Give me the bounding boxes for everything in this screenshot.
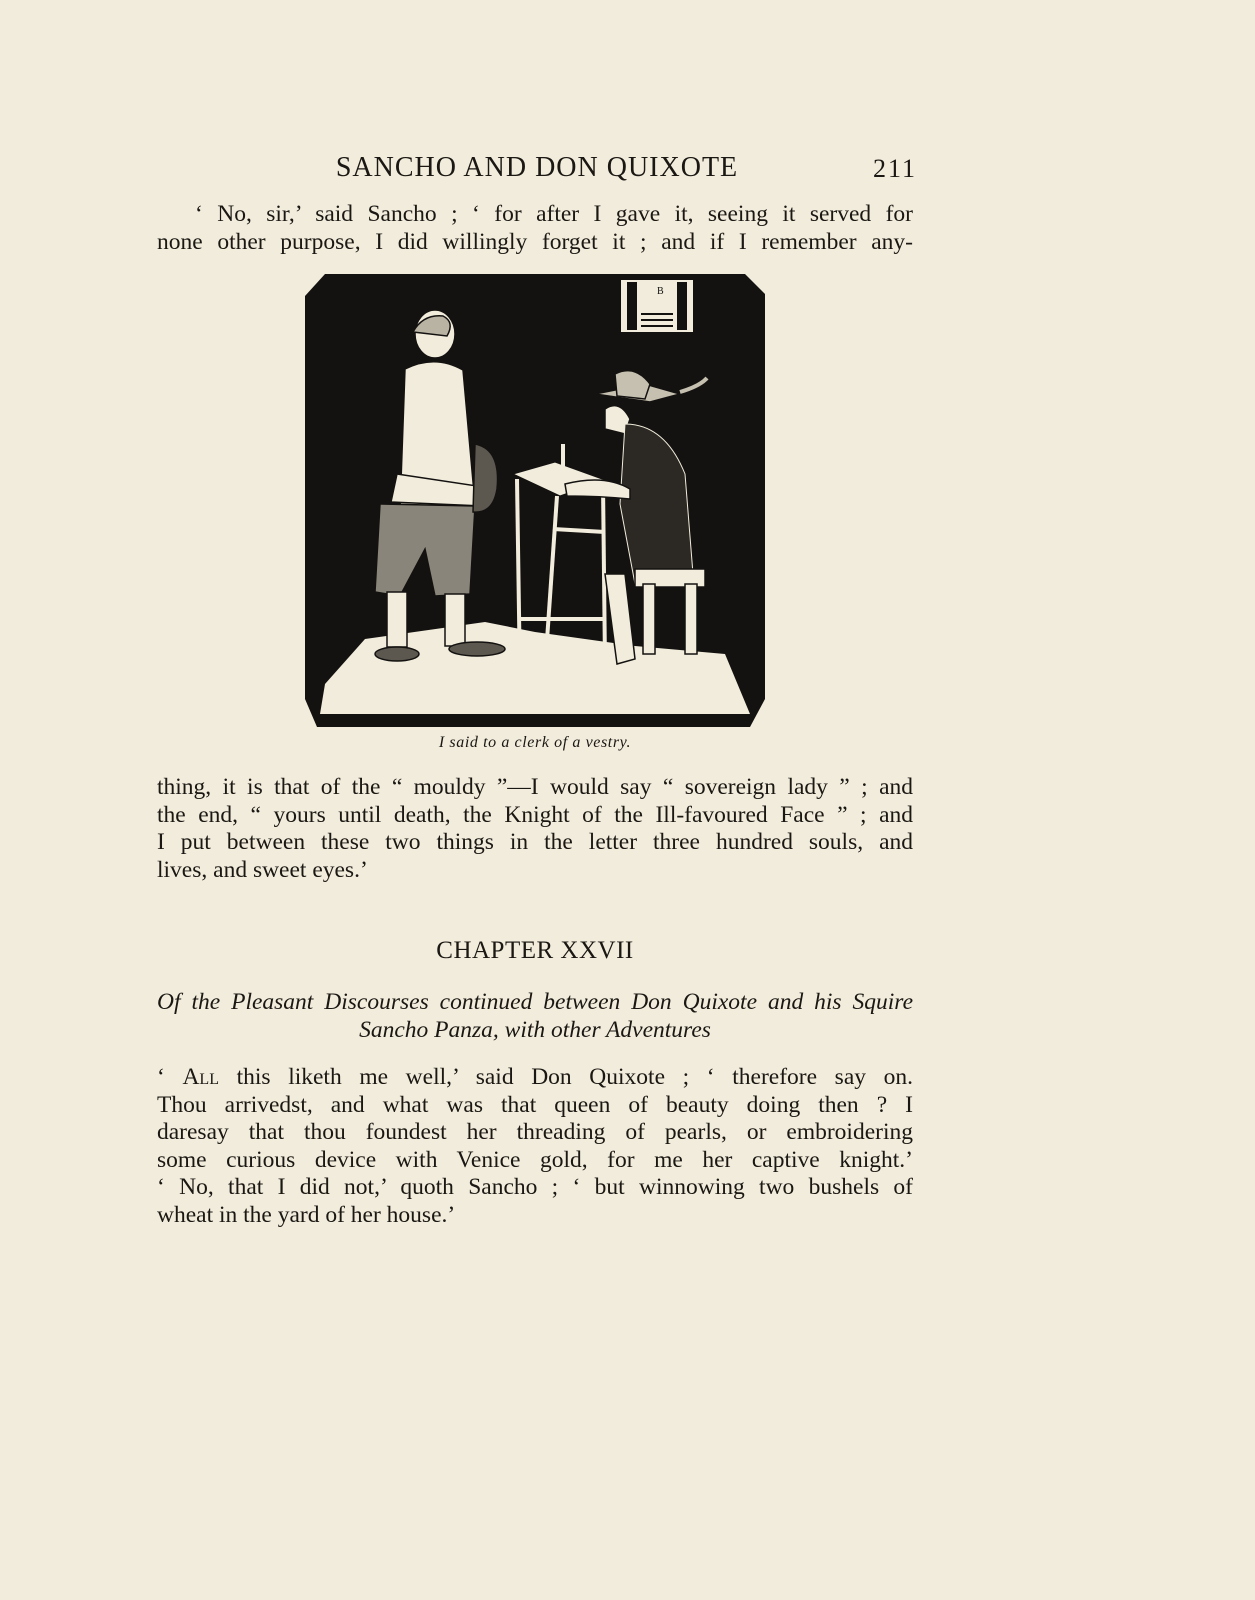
text-line: thing, it is that of the “ mouldy ”—I would say “ sovereign lady ” ; and xyxy=(157,774,913,800)
running-title: SANCHO AND DON QUIXOTE xyxy=(335,152,739,183)
text-line: I put between these two things in the letter three hundred souls, and xyxy=(157,829,913,855)
continued-paragraph xyxy=(157,774,913,884)
opening-quote: ‘ xyxy=(157,1064,183,1090)
chapter-heading: CHAPTER XXVII xyxy=(436,937,634,964)
text-line: none other purpose, I did willingly forget it ; and if I remember any- xyxy=(157,228,913,255)
text-line: Thou arrivedst, and what was that queen of beauty doing then ? I xyxy=(157,1091,913,1118)
drop-word: All xyxy=(182,1064,219,1090)
subtitle-line: Sancho Panza, with other Adventures xyxy=(359,1017,711,1043)
text-line: the end, “ yours until death, the Knight of the Ill-favoured Face ” ; and xyxy=(157,801,913,828)
text-line: lives, and sweet eyes.’ xyxy=(157,856,368,883)
text-line: ‘ No, sir,’ said Sancho ; ‘ for after I gave it, seeing it served for xyxy=(195,201,913,227)
page-number: 211 xyxy=(872,154,917,183)
illustration-caption: I said to a clerk of a vestry. xyxy=(438,734,632,751)
text-line: daresay that thou foundest her threading of pearls, or embroidering xyxy=(157,1119,913,1145)
woodcut-illustration xyxy=(305,274,765,727)
first-line-rest: this liketh me well,’ said Don Quixote ; ‘ therefore say on. xyxy=(218,1064,913,1090)
subtitle-line: Of the Pleasant Discourses continued between Don Quixote and his Squire xyxy=(157,989,913,1015)
top-paragraph xyxy=(157,201,913,256)
text-line: ‘ No, that I did not,’ quoth Sancho ; ‘ but winnowing two bushels of xyxy=(157,1174,913,1200)
artist-monogram: B xyxy=(657,286,664,297)
chapter-subtitle xyxy=(157,988,913,1044)
illustration-image xyxy=(305,274,765,727)
running-head xyxy=(157,152,917,192)
text-line: wheat in the yard of her house.’ xyxy=(157,1201,456,1228)
text-line: some curious device with Venice gold, for me her captive knight.’ xyxy=(157,1146,913,1173)
text-line-opening xyxy=(157,1064,913,1092)
chapter-paragraph xyxy=(157,1064,913,1229)
